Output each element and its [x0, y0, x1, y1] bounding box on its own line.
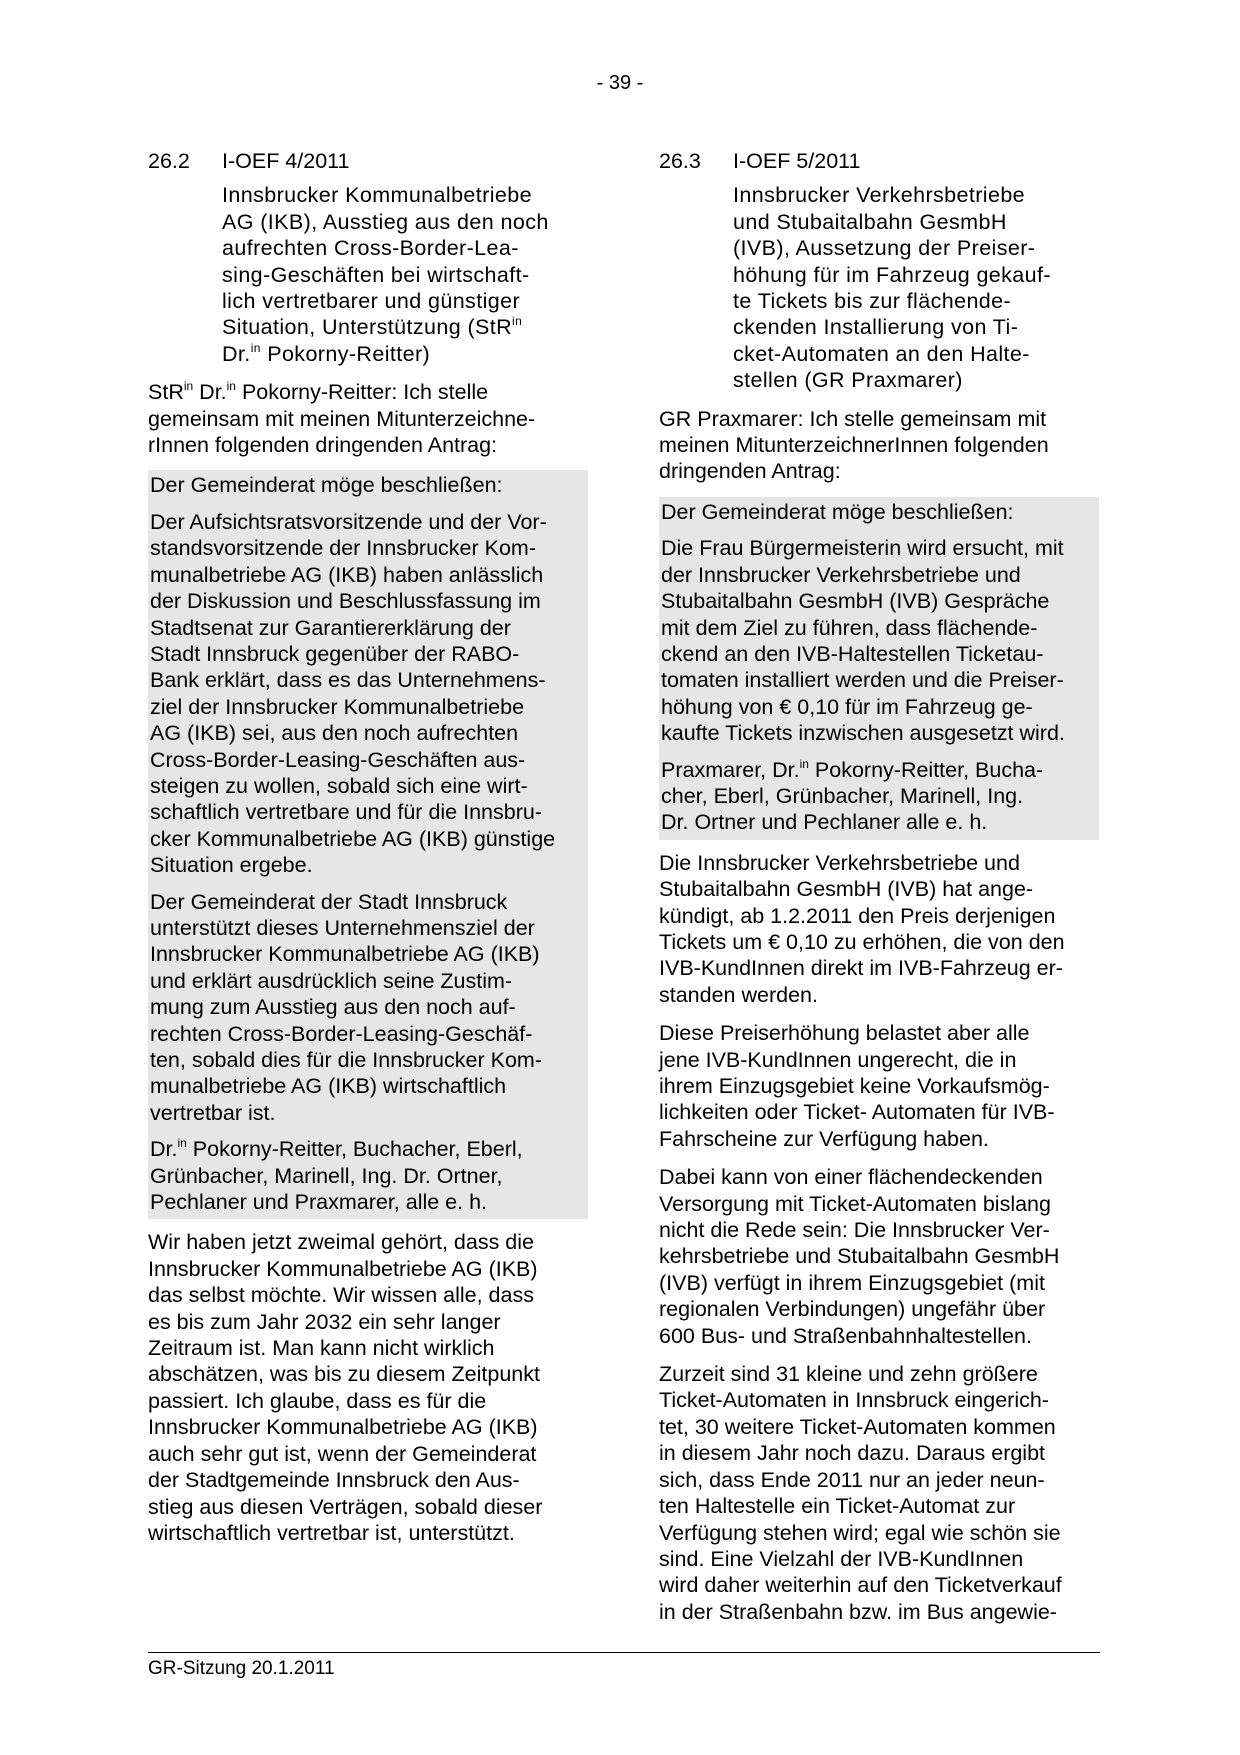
text-line: passiert. Ich glaube, dass es für die — [148, 1388, 487, 1413]
text-line: es bis zum Jahr 2032 ein sehr langer — [148, 1309, 501, 1334]
text-line: stellen (GR Praxmarer) — [733, 368, 963, 393]
text-run: Pokorny-Reitter) — [260, 341, 431, 366]
text-line: Innsbrucker Verkehrsbetriebe — [733, 183, 1026, 208]
text-line: und Stubaitalbahn GesmbH — [733, 209, 1007, 234]
text-line: standen werden. — [659, 982, 818, 1007]
text-line: Ticket-Automaten in Innsbruck eingerich- — [659, 1388, 1049, 1413]
text-line: gemeinsam mit meinen Mitunterzeichne- — [148, 406, 536, 431]
text-line — [150, 1136, 586, 1162]
text-run: Dr. — [193, 380, 227, 405]
text-line: tet, 30 weitere Ticket-Automaten kommen — [659, 1414, 1056, 1439]
text-line: mung zum Ausstieg aus den noch auf- — [150, 995, 516, 1020]
motion-paragraph — [148, 509, 588, 879]
text-line: wirtschaftlich vertretbar ist, unterstützt. — [148, 1520, 515, 1545]
text-line: te Tickets bis zur flächende- — [733, 289, 1012, 314]
text-line: kehrsbetriebe und Stubaitalbahn GesmbH — [659, 1244, 1060, 1269]
text-line — [148, 379, 588, 405]
text-line: Situation ergebe. — [150, 853, 313, 878]
motion-paragraph — [148, 889, 588, 1127]
body-paragraph — [148, 1229, 588, 1546]
text-line: Stadt Innsbruck gegenüber der RABO- — [150, 641, 520, 666]
text-line: sind. Eine Vielzahl der IVB-KundInnen — [659, 1546, 1024, 1571]
text-line: sich, dass Ende 2011 nur an jeder neun- — [659, 1467, 1045, 1492]
section-title: I-OEF 4/2011 — [222, 149, 350, 173]
text-line: (IVB) verfügt in ihrem Einzugsgebiet (mit — [659, 1270, 1045, 1295]
text-line: regionalen Verbindungen) ungefähr über — [659, 1297, 1046, 1322]
text-line: AG (IKB) sei, aus den noch aufrechten — [150, 721, 519, 746]
text-line: Die Innsbrucker Verkehrsbetriebe und — [659, 850, 1020, 875]
intro-paragraph — [659, 406, 1099, 485]
motion-box — [148, 470, 588, 1219]
text-line: schaftlich vertretbare und für die Innsbru- — [150, 800, 542, 825]
text-line: stieg aus diesen Verträgen, sobald dieser — [148, 1494, 543, 1519]
signers — [148, 1136, 588, 1215]
text-run: Pokorny-Reitter, Buchacher, Eberl, — [186, 1137, 523, 1162]
body-paragraph — [659, 1361, 1099, 1625]
text-line: 600 Bus- und Straßenbahnhaltestellen. — [659, 1323, 1032, 1348]
text-line: mit dem Ziel zu führen, dass flächende- — [661, 615, 1038, 640]
superscript: in — [183, 379, 194, 394]
footer-divider — [148, 1652, 1100, 1653]
text-line: munalbetriebe AG (IKB) haben anlässlich — [150, 562, 544, 587]
text-line: Diese Preiserhöhung belastet aber alle — [659, 1021, 1030, 1046]
text-line: (IVB), Aussetzung der Preiser- — [733, 236, 1036, 261]
text-line: ten Haltestelle ein Ticket-Automat zur — [659, 1494, 1016, 1519]
text-line: Zeitraum ist. Man kann nicht wirklich — [148, 1336, 495, 1361]
body-paragraph — [659, 1020, 1099, 1152]
text-line: munalbetriebe AG (IKB) wirtschaftlich — [150, 1074, 507, 1099]
text-line: ckenden Installierung von Ti- — [733, 315, 1019, 340]
motion-heading: Der Gemeinderat möge beschließen: — [661, 499, 1014, 524]
text-line: abschätzen, was bis zu diesem Zeitpunkt — [148, 1362, 540, 1387]
text-line: meinen MitunterzeichnerInnen folgenden — [659, 433, 1049, 458]
text-run: Dr. — [150, 1137, 178, 1162]
text-line: Die Frau Bürgermeisterin wird ersucht, mit — [661, 536, 1064, 561]
text-line: Versorgung mit Ticket-Automaten bislang — [659, 1191, 1051, 1216]
text-line: GR Praxmarer: Ich stelle gemeinsam mit — [659, 406, 1047, 431]
text-line: tomaten installiert werden und die Preiser- — [661, 668, 1064, 693]
text-line — [222, 314, 588, 340]
text-line: der Stadtgemeinde Innsbruck den Aus- — [148, 1468, 520, 1493]
text-line: ten, sobald dies für die Innsbrucker Kom- — [150, 1048, 542, 1072]
text-line: sing-Geschäften bei wirtschaft- — [222, 262, 530, 287]
section-number: 26.3 — [659, 149, 701, 173]
body-paragraph — [659, 850, 1099, 1008]
text-line: dringenden Antrag: — [659, 459, 841, 484]
section-subject — [222, 182, 588, 367]
text-line: in diesem Jahr noch dazu. Daraus ergibt — [659, 1441, 1046, 1466]
text-run: Pokorny-Reitter: Ich stelle — [235, 380, 489, 405]
text-line — [661, 757, 1097, 783]
text-line: ckend an den IVB-Haltestellen Ticketau- — [661, 641, 1044, 666]
text-line: ziel der Innsbrucker Kommunalbetriebe — [150, 694, 525, 719]
footer-text: GR-Sitzung 20.1.2011 — [148, 1658, 335, 1679]
text-line: Bank erklärt, dass es das Unternehmens- — [150, 668, 546, 693]
text-line: Innsbrucker Kommunalbetriebe — [222, 183, 532, 208]
text-line: Wir haben jetzt zweimal gehört, dass die — [148, 1230, 534, 1255]
motion-paragraph — [659, 535, 1099, 746]
superscript: in — [226, 379, 236, 394]
signers — [659, 757, 1099, 836]
text-run: Praxmarer, Dr. — [661, 757, 800, 782]
text-line: rInnen folgenden dringenden Antrag: — [148, 433, 498, 458]
text-line: der Diskussion und Beschlussfassung im — [150, 589, 541, 614]
text-line: IVB-KundInnen direkt im IVB-Fahrzeug er- — [659, 956, 1063, 981]
text-line: kündigt, ab 1.2.2011 den Preis derjenigen — [659, 903, 1056, 928]
body-paragraph — [659, 1164, 1099, 1349]
text-line: rechten Cross-Border-Leasing-Geschäf- — [150, 1021, 533, 1046]
text-line: Stubaitalbahn GesmbH (IVB) Gespräche — [661, 589, 1050, 614]
text-line: Pechlaner und Praxmarer, alle e. h. — [150, 1190, 488, 1215]
section-heading — [148, 148, 588, 174]
text-line: das selbst möchte. Wir wissen alle, dass — [148, 1283, 534, 1308]
text-line: jene IVB-KundInnen ungerecht, die in — [659, 1047, 1017, 1072]
superscript: in — [177, 1136, 187, 1151]
text-line: cket-Automaten an den Halte- — [733, 341, 1030, 366]
text-line: Grünbacher, Marinell, Ing. Dr. Ortner, — [150, 1163, 503, 1188]
text-line: lich vertretbarer und günstiger — [222, 289, 521, 314]
text-line: Innsbrucker Kommunalbetriebe AG (IKB) — [150, 942, 540, 967]
text-run: Situation, Unterstützung (StR — [222, 315, 513, 340]
page-number: - 39 - — [596, 72, 644, 94]
section-number: 26.2 — [148, 149, 190, 173]
text-line: Tickets um € 0,10 zu erhöhen, die von den — [659, 929, 1065, 954]
text-line: aufrechten Cross-Border-Lea- — [222, 236, 519, 261]
text-line: standsvorsitzende der Innsbrucker Kom- — [150, 536, 536, 561]
text-run: StR — [148, 380, 184, 405]
text-line: der Innsbrucker Verkehrsbetriebe und — [661, 562, 1021, 587]
superscript: in — [799, 756, 809, 771]
text-line: unterstützt dieses Unternehmensziel der — [150, 915, 535, 940]
text-line: höhung für im Fahrzeug gekauf- — [733, 262, 1051, 287]
text-line: Zurzeit sind 31 kleine und zehn größere — [659, 1362, 1038, 1387]
text-line: ihrem Einzugsgebiet keine Vorkaufsmög- — [659, 1074, 1050, 1098]
text-line: Fahrscheine zur Verfügung haben. — [659, 1126, 989, 1151]
text-line: wird daher weiterhin auf den Ticketverkauf — [659, 1573, 1062, 1598]
text-line: Der Aufsichtsratsvorsitzende und der Vor- — [150, 509, 547, 534]
text-line: in der Straßenbahn bzw. im Bus angewie- — [659, 1599, 1057, 1624]
text-line: cker Kommunalbetriebe AG (IKB) günstige — [150, 826, 556, 851]
intro-paragraph — [148, 379, 588, 458]
motion-box — [659, 497, 1099, 840]
text-line: vertretbar ist. — [150, 1100, 276, 1125]
text-run: Dr. — [222, 341, 251, 366]
text-line: Innsbrucker Kommunalbetriebe AG (IKB) — [148, 1256, 538, 1281]
superscript: in — [512, 314, 523, 329]
text-line: nicht die Rede sein: Die Innsbrucker Ver- — [659, 1218, 1050, 1243]
right-column — [659, 148, 1099, 1637]
text-line: und erklärt ausdrücklich seine Zustim- — [150, 968, 513, 993]
motion-heading: Der Gemeinderat möge beschließen: — [150, 473, 503, 498]
text-line — [222, 341, 588, 367]
section-heading — [659, 148, 1099, 174]
text-line: kaufte Tickets inzwischen ausgesetzt wird. — [661, 721, 1065, 746]
section-subject — [733, 182, 1099, 393]
text-line: Innsbrucker Kommunalbetriebe AG (IKB) — [148, 1415, 538, 1440]
text-line: Cross-Border-Leasing-Geschäften aus- — [150, 747, 526, 772]
text-line: lichkeiten oder Ticket- Automaten für IVB- — [659, 1100, 1055, 1125]
text-line: Verfügung stehen wird; egal wie schön sie — [659, 1520, 1061, 1545]
text-run: Pokorny-Reitter, Bucha- — [808, 757, 1044, 782]
superscript: in — [250, 340, 261, 355]
text-line: höhung von € 0,10 für im Fahrzeug ge- — [661, 694, 1033, 719]
text-line: Der Gemeinderat der Stadt Innsbruck — [150, 889, 508, 914]
text-line: steigen zu wollen, sobald sich eine wirt- — [150, 773, 528, 798]
text-line: Dr. Ortner und Pechlaner alle e. h. — [661, 810, 988, 835]
text-line: Stadtsenat zur Garantiererklärung der — [150, 615, 511, 640]
text-line: AG (IKB), Ausstieg aus den noch — [222, 209, 549, 234]
text-line: auch sehr gut ist, wenn der Gemeinderat — [148, 1441, 537, 1466]
text-line: Stubaitalbahn GesmbH (IVB) hat ange- — [659, 877, 1034, 902]
left-column — [148, 148, 588, 1558]
section-title: I-OEF 5/2011 — [733, 149, 861, 173]
text-line: cher, Eberl, Grünbacher, Marinell, Ing. — [661, 783, 1024, 808]
text-line: Dabei kann von einer flächendeckenden — [659, 1165, 1043, 1190]
